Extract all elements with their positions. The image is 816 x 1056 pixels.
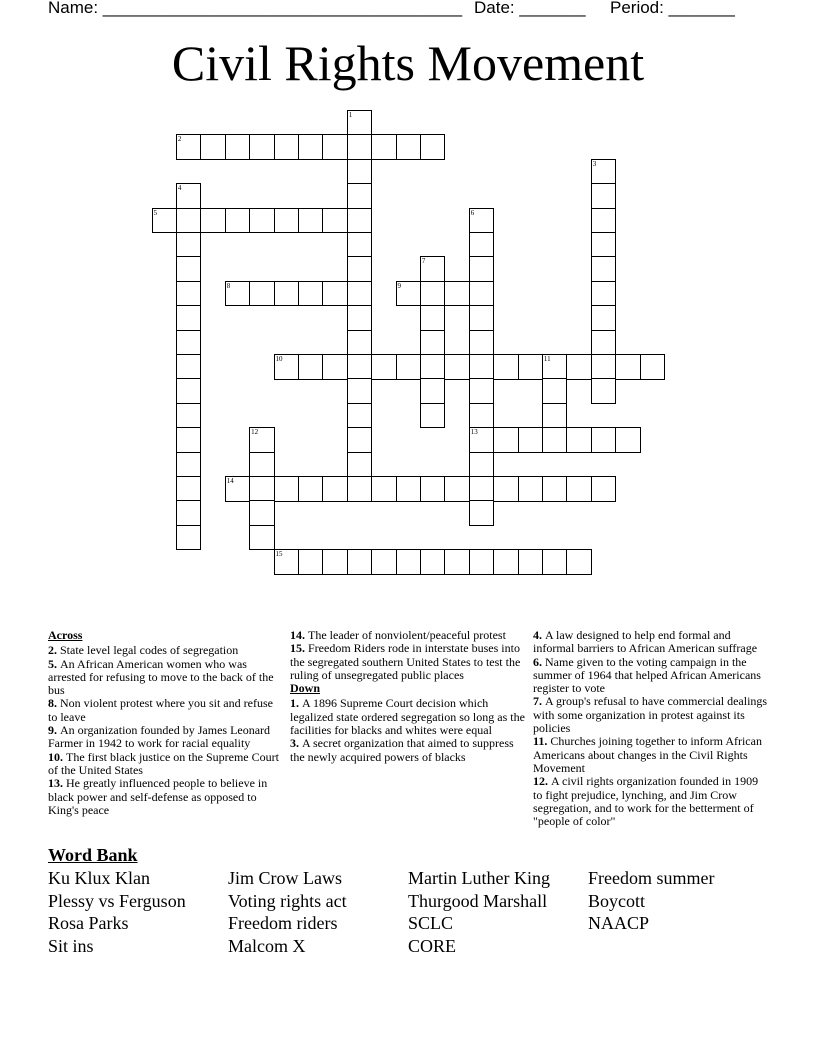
crossword-cell[interactable] — [542, 427, 568, 453]
crossword-cell[interactable] — [591, 232, 617, 258]
crossword-cell[interactable] — [322, 208, 348, 234]
crossword-cell[interactable] — [176, 232, 202, 258]
word-bank-item: Malcom X — [228, 936, 306, 957]
crossword-cell[interactable] — [396, 476, 422, 502]
clue-number: 4 — [177, 184, 182, 193]
crossword-cell[interactable] — [176, 208, 202, 234]
clue-item: 6. Name given to the voting campaign in the summer of 1964 that helped African Americans register to vote — [533, 654, 761, 696]
crossword-cell[interactable] — [542, 403, 568, 429]
crossword-cell[interactable] — [469, 427, 495, 453]
clue-item: 11. Churches joining together to inform African Americans about changes in the Civil Rights Movement — [533, 734, 762, 775]
crossword-cell[interactable] — [542, 378, 568, 404]
crossword-cell[interactable] — [420, 354, 446, 380]
crossword-cell[interactable] — [640, 354, 666, 380]
crossword-cell[interactable] — [176, 427, 202, 453]
crossword-cell[interactable] — [420, 305, 446, 331]
crossword-cell[interactable] — [371, 134, 397, 160]
crossword-cell[interactable] — [469, 476, 495, 502]
across-heading: Across — [48, 628, 83, 642]
clue-item: 14. The leader of nonviolent/peaceful protest — [290, 628, 506, 642]
crossword-cell[interactable] — [396, 549, 422, 575]
date-field[interactable]: Date: _______ — [474, 0, 586, 17]
crossword-cell[interactable] — [396, 354, 422, 380]
clue-number: 7 — [421, 257, 426, 266]
crossword-cell[interactable] — [493, 354, 519, 380]
clue-number: 9 — [397, 281, 401, 290]
crossword-cell[interactable] — [347, 256, 373, 282]
crossword-cell[interactable] — [469, 305, 495, 331]
word-bank-item: Boycott — [588, 890, 645, 911]
word-bank-item: Sit ins — [48, 936, 94, 957]
crossword-cell[interactable] — [469, 452, 495, 478]
crossword-cell[interactable] — [420, 378, 446, 404]
crossword-cell[interactable] — [518, 354, 544, 380]
crossword-cell[interactable] — [469, 281, 495, 307]
word-bank-item: SCLC — [408, 913, 454, 934]
crossword-cell[interactable] — [347, 110, 373, 136]
crossword-cell[interactable] — [420, 134, 446, 160]
word-bank-title: Word Bank — [48, 845, 138, 865]
word-bank-item: NAACP — [588, 913, 650, 934]
crossword-cell[interactable] — [591, 476, 617, 502]
crossword-cell[interactable] — [615, 354, 641, 380]
crossword-cell[interactable] — [591, 281, 617, 307]
crossword-cell[interactable] — [420, 403, 446, 429]
crossword-cell[interactable] — [274, 208, 300, 234]
crossword-cell[interactable] — [591, 208, 617, 234]
word-bank-item: Voting rights act — [228, 890, 347, 911]
crossword-cell[interactable] — [396, 281, 422, 307]
crossword-cell[interactable] — [249, 452, 275, 478]
crossword-cell[interactable] — [274, 354, 300, 380]
clue-column-2 — [290, 629, 525, 764]
crossword-cell[interactable] — [347, 378, 373, 404]
name-field[interactable]: Name: ______________________________________ — [48, 0, 463, 17]
crossword-cell[interactable] — [225, 134, 251, 160]
crossword-cell[interactable] — [347, 281, 373, 307]
clue-column-3 — [533, 629, 768, 828]
crossword-cell[interactable] — [469, 378, 495, 404]
crossword-cell[interactable] — [591, 378, 617, 404]
crossword-cell[interactable] — [347, 452, 373, 478]
crossword-cell[interactable] — [225, 208, 251, 234]
crossword-cell[interactable] — [298, 281, 324, 307]
crossword-cell[interactable] — [274, 549, 300, 575]
crossword-cell[interactable] — [249, 525, 275, 551]
crossword-cell[interactable] — [469, 354, 495, 380]
crossword-cell[interactable] — [469, 549, 495, 575]
crossword-cell[interactable] — [274, 476, 300, 502]
crossword-cell[interactable] — [176, 183, 202, 209]
crossword-cell[interactable] — [176, 525, 202, 551]
clue-item: 3. A secret organization that aimed to suppress the newly acquired powers of blacks — [290, 736, 514, 764]
crossword-cell[interactable] — [274, 134, 300, 160]
clue-number: 6 — [470, 208, 475, 217]
crossword-cell[interactable] — [615, 427, 641, 453]
crossword-cell[interactable] — [249, 134, 275, 160]
crossword-cell[interactable] — [591, 330, 617, 356]
crossword-cell[interactable] — [298, 134, 324, 160]
crossword-cell[interactable] — [591, 159, 617, 185]
crossword-cell[interactable] — [347, 183, 373, 209]
word-bank-item: Rosa Parks — [48, 913, 129, 934]
crossword-cell[interactable] — [420, 330, 446, 356]
crossword-cell[interactable] — [176, 378, 202, 404]
crossword-cell[interactable] — [469, 256, 495, 282]
crossword-cell[interactable] — [249, 500, 275, 526]
crossword-cell[interactable] — [176, 500, 202, 526]
crossword-cell[interactable] — [176, 476, 202, 502]
crossword-cell[interactable] — [298, 476, 324, 502]
crossword-cell[interactable] — [176, 354, 202, 380]
word-bank-item: Martin Luther King — [408, 868, 550, 888]
crossword-cell[interactable] — [371, 476, 397, 502]
clue-item: 2. State level legal codes of segregation — [48, 643, 239, 658]
crossword-cell[interactable] — [444, 281, 470, 307]
crossword-cell[interactable] — [591, 305, 617, 331]
crossword-cell[interactable] — [298, 208, 324, 234]
crossword-cell[interactable] — [591, 183, 617, 209]
crossword-cell[interactable] — [444, 354, 470, 380]
page-title: Civil Rights Movement — [171, 35, 645, 91]
crossword-cell[interactable] — [322, 134, 348, 160]
crossword-cell[interactable] — [591, 354, 617, 380]
crossword-cell[interactable] — [542, 476, 568, 502]
crossword-cell[interactable] — [518, 549, 544, 575]
crossword-cell[interactable] — [225, 476, 251, 502]
clue-number: 8 — [226, 281, 231, 290]
crossword-cell[interactable] — [591, 427, 617, 453]
crossword-cell[interactable] — [469, 500, 495, 526]
crossword-cell[interactable] — [347, 476, 373, 502]
crossword-cell[interactable] — [566, 354, 592, 380]
word-bank-item: Thurgood Marshall — [408, 890, 548, 911]
crossword-cell[interactable] — [176, 305, 202, 331]
crossword-cell[interactable] — [371, 354, 397, 380]
crossword-cell[interactable] — [322, 476, 348, 502]
word-bank-item: Freedom summer — [588, 868, 715, 888]
word-bank-item: Freedom riders — [228, 913, 338, 934]
clue-item: 8. Non violent protest where you sit and refuse to leave — [48, 696, 273, 724]
crossword-cell[interactable] — [347, 330, 373, 356]
crossword-cell[interactable] — [347, 232, 373, 258]
crossword-cell[interactable] — [420, 549, 446, 575]
crossword-cell[interactable] — [493, 549, 519, 575]
crossword-cell[interactable] — [566, 476, 592, 502]
clue-column-1 — [48, 629, 283, 817]
crossword-cell[interactable] — [396, 134, 422, 160]
crossword-cell[interactable] — [347, 549, 373, 575]
clue-item: 4. A law designed to help end formal and informal barriers to African American suffrage — [533, 628, 758, 656]
crossword-cell[interactable] — [444, 549, 470, 575]
crossword-cell[interactable] — [176, 452, 202, 478]
crossword-cell[interactable] — [542, 549, 568, 575]
period-field[interactable]: Period: _______ — [610, 0, 735, 17]
clue-number: 11 — [543, 355, 551, 363]
crossword-cell[interactable] — [322, 281, 348, 307]
clue-number: 1 — [348, 111, 353, 119]
crossword-cell[interactable] — [322, 549, 348, 575]
crossword-cell[interactable] — [249, 427, 275, 453]
crossword-cell[interactable] — [347, 403, 373, 429]
crossword-cell[interactable] — [176, 256, 202, 282]
crossword-cell[interactable] — [347, 159, 373, 185]
crossword-cell[interactable] — [347, 134, 373, 160]
crossword-cell[interactable] — [566, 427, 592, 453]
crossword-cell[interactable] — [542, 354, 568, 380]
clue-item: 9. An organization founded by James Leonard Farmer in 1942 to work for racial equality — [48, 723, 271, 751]
crossword-cell[interactable] — [518, 427, 544, 453]
clue-item: 10. The first black justice on the Supreme Court of the United States — [48, 749, 279, 777]
crossword-cell[interactable] — [469, 232, 495, 258]
crossword-cell[interactable] — [298, 549, 324, 575]
clue-number: 3 — [592, 159, 597, 168]
word-bank-item: Jim Crow Laws — [228, 868, 342, 888]
clue-number: 13 — [470, 428, 478, 437]
down-heading: Down — [290, 681, 321, 696]
crossword-cell[interactable] — [298, 354, 324, 380]
crossword-cell[interactable] — [176, 134, 202, 160]
crossword-cell[interactable] — [347, 305, 373, 331]
crossword-cell[interactable] — [591, 256, 617, 282]
clue-item: 7. A group's refusal to have commercial dealings with some organization in protest against its policies — [533, 694, 768, 736]
crossword-cell[interactable] — [518, 476, 544, 502]
clue-number: 10 — [275, 355, 283, 363]
clue-number: 14 — [226, 477, 234, 485]
crossword-cell[interactable] — [200, 208, 226, 234]
crossword-cell[interactable] — [371, 549, 397, 575]
clue-item: 5. An African American women who was arrested for refusing to move to the back of the bus — [48, 656, 274, 698]
crossword-cell[interactable] — [176, 403, 202, 429]
crossword-cell[interactable] — [444, 476, 470, 502]
word-bank-item: Ku Klux Klan — [48, 868, 150, 888]
crossword-cell[interactable] — [152, 208, 178, 234]
crossword-cell[interactable] — [249, 476, 275, 502]
crossword-cell[interactable] — [347, 208, 373, 234]
word-bank-item: CORE — [408, 936, 457, 957]
crossword-cell[interactable] — [566, 549, 592, 575]
clue-item: 12. A civil rights organization founded in 1909 to fight prejudice, lynching, and Jim Crow segregation, and to work for the betterment of "people of color" — [533, 774, 759, 829]
clue-item: 13. He greatly influenced people to believe in black power and self-defense as opposed to King's peace — [48, 776, 268, 817]
clue-number: 15 — [275, 550, 283, 559]
crossword-cell[interactable] — [249, 208, 275, 234]
crossword-cell[interactable] — [176, 281, 202, 307]
crossword-cell[interactable] — [249, 281, 275, 307]
crossword-cell[interactable] — [347, 354, 373, 380]
clue-number: 5 — [153, 208, 157, 217]
crossword-cell[interactable] — [322, 354, 348, 380]
clue-number: 2 — [177, 135, 182, 144]
clue-item: 15. Freedom Riders rode in interstate buses into the segregated southern United States to test the ruling of unsegregated public places — [290, 641, 521, 682]
crossword-cell[interactable] — [469, 330, 495, 356]
crossword-cell[interactable] — [469, 208, 495, 234]
clue-number: 12 — [251, 428, 259, 437]
crossword-cell[interactable] — [493, 476, 519, 502]
crossword-cell[interactable] — [200, 134, 226, 160]
crossword-cell[interactable] — [274, 281, 300, 307]
word-bank-item: Plessy vs Ferguson — [48, 890, 186, 911]
crossword-cell[interactable] — [420, 256, 446, 282]
crossword-cell[interactable] — [469, 403, 495, 429]
crossword-cell[interactable] — [493, 427, 519, 453]
clue-item: 1. A 1896 Supreme Court decision which legalized state ordered segregation so long as the facilities for blacks and whites were equal — [290, 696, 525, 738]
crossword-cell[interactable] — [176, 330, 202, 356]
crossword-cell[interactable] — [347, 427, 373, 453]
crossword-cell[interactable] — [420, 476, 446, 502]
crossword-cell[interactable] — [225, 281, 251, 307]
crossword-cell[interactable] — [420, 281, 446, 307]
